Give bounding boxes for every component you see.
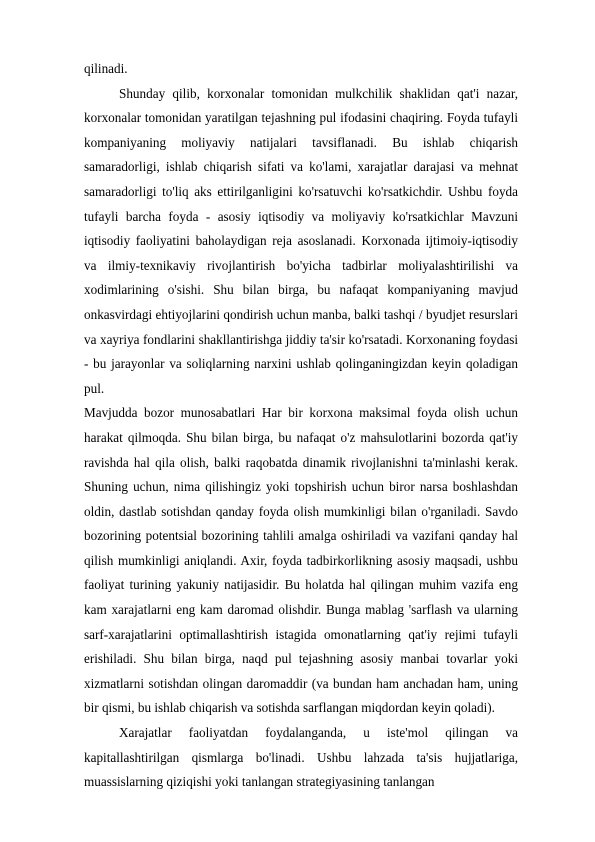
paragraph-1: qilinadi. bbox=[84, 61, 128, 76]
paragraph-4: Xarajatlar faoliyatdan foydalanganda, u iste'mol qilingan va kapitallashtirilgan qismlarga bo'linadi. Ushbu lahzada ta'sis hujjatlariga, muassislarning qiziqishi yoki tanlangan strategiyasining tanlangan bbox=[84, 725, 518, 790]
paragraph-3: Mavjudda bozor munosabatlari Har bir korxona maksimal foyda olish uchun harakat qilmoqda. Shu bilan birga, bu nafaqat o'z mahsulotlarini bozorda qat'iy ravishda hal qila olish, balki raqobatda dinamik rivojlanishni ta'minlashi kerak. Shuning uchun, nima qilishingiz yoki topshirish uchun biror narsa boshlashdan oldin, dastlab sotishdan qanday foyda olish mumkinligi bilan o'rganiladi. Savdo bozorining potentsial bozorining tahlili amalga oshiriladi va vazifani qanday hal qilish mumkinligi aniqlandi. Axir, foyda tadbirkorlikning asosiy maqsadi, ushbu faoliyat turining yakuniy natijasidir. Bu holatda hal qilingan muhim vazifa eng kam xarajatlarni eng kam daromad olishdir. Bunga mablag 'sarflash va ularning sarf-xarajatlarini optimallashtirish istagida omonatlarning qat'iy rejimi tufayli erishiladi. Shu bilan birga, naqd pul tejashning asosiy manbai tovarlar yoki xizmatlarni sotishdan olingan daromaddir (va bundan ham anchadan ham, uning bir qismi, bu ishlab chiqarish va sotishda sarflangan miqdordan keyin qoladi). bbox=[84, 405, 518, 716]
document-page bbox=[84, 57, 518, 795]
paragraph-2: Shunday qilib, korxonalar tomonidan mulkchilik shaklidan qat'i nazar, korxonalar tomonidan yaratilgan tejashning pul ifodasini chaqiring. Foyda tufayli kompaniyaning moliyaviy natijalari tavsiflanadi. Bu ishlab chiqarish samaradorligi, ishlab chiqarish sifati va ko'lami, xarajatlar darajasi va mehnat samaradorligi to'liq aks ettirilganligini ko'rsatuvchi ko'rsatkichdir. Ushbu foyda tufayli barcha foyda - asosiy iqtisodiy va moliyaviy ko'rsatkichlar Mavzuni iqtisodiy faoliyatini baholaydigan reja asoslanadi. Korxonada ijtimoiy-iqtisodiy va ilmiy-texnikaviy rivojlantirish bo'yicha tadbirlar moliyalashtirilishi va xodimlarining o'sishi. Shu bilan birga, bu nafaqat kompaniyaning mavjud onkasvirdagi ehtiyojlarini qondirish uchun manba, balki tashqi / byudjet resurslari va xayriya fondlarini shakllantirishga jiddiy ta'sir ko'rsatadi. Korxonaning foydasi - bu jarayonlar va soliqlarning narxini ushlab qolinganingizdan keyin qoladigan pul. bbox=[84, 85, 518, 396]
